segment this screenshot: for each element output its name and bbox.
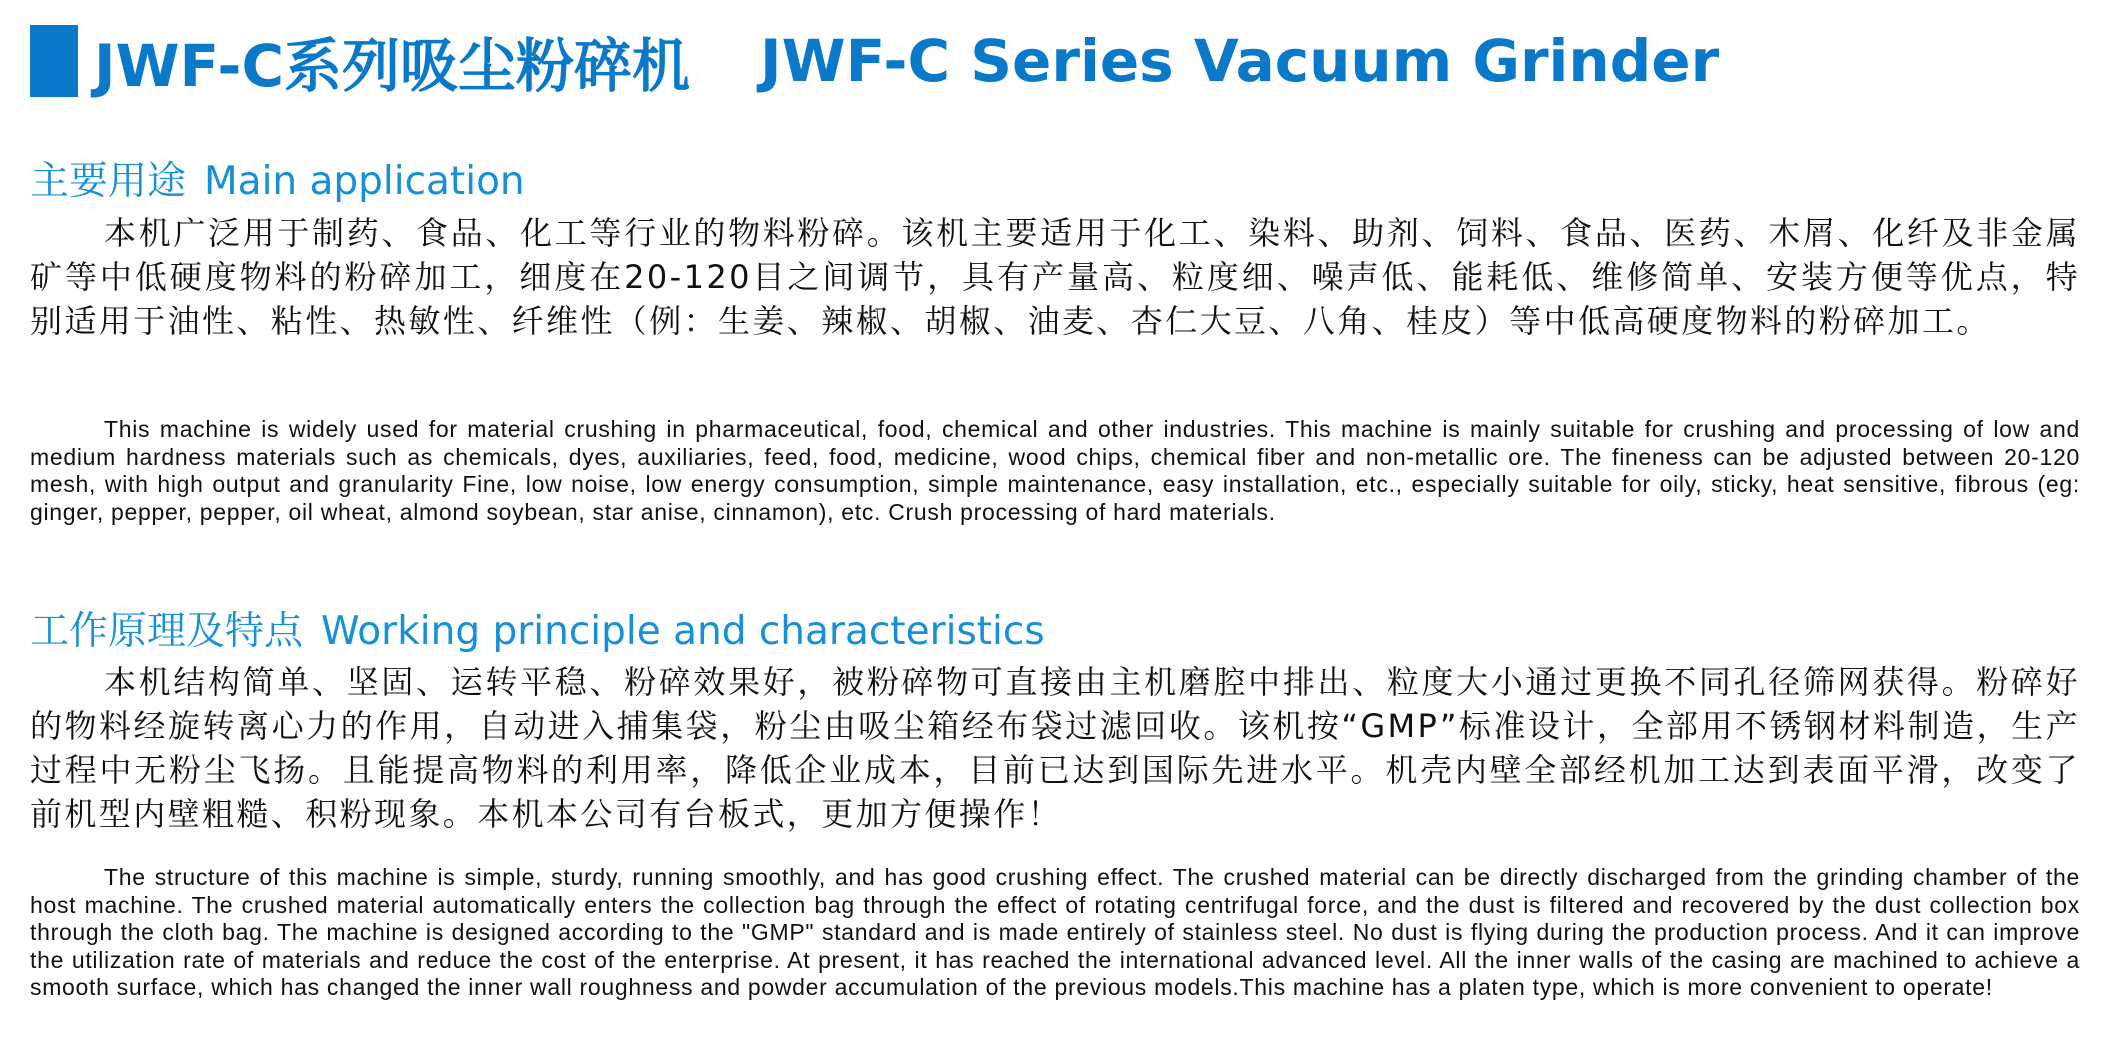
section-heading-main-application [30, 150, 525, 206]
working-principle-chinese-text: 本机结构简单、坚固、运转平稳、粉碎效果好，被粉碎物可直接由主机磨腔中排出、粒度大小通过更换不同孔径筛网获得。粉碎好的物料经旋转离心力的作用，自动进入捕集袋，粉尘由吸尘箱经布袋过滤回收。该机按“GMP”标准设计，全部用不锈钢材料制造，生产过程中无粉尘飞扬。且能提高物料的利用率，降低企业成本，目前已达到国际先进水平。机壳内壁全部经机加工达到表面平滑，改变了前机型内壁粗糙、积粉现象。本机本公司有台板式，更加方便操作！ [30, 663, 2080, 833]
page-title [30, 24, 1719, 98]
main-application-english-text: This machine is widely used for material crushing in pharmaceutical, food, chemical and other industries. This machine is mainly suitable for crushing and processing of low and medium hardness materials such as chemicals, dyes, auxiliaries, feed, food, medicine, wood chips, chemical fiber and non-metallic ore. The fineness can be adjusted between 20-120 mesh, with high output and granularity Fine, low noise, low energy consumption, simple maintenance, easy installation, etc., especially suitable for oily, sticky, heat sensitive, fibrous (eg: ginger, pepper, pepper, oil wheat, almond soybean, star anise, cinnamon), etc. Crush processing of hard materials. [30, 416, 2080, 525]
section-heading-chinese: 主要用途 [30, 159, 187, 204]
section-heading-chinese: 工作原理及特点 [30, 609, 304, 654]
title-accent-bar [30, 25, 78, 97]
section-heading-working-principle [30, 600, 1045, 656]
section-heading-english: Working principle and characteristics [321, 609, 1045, 654]
title-english: JWF-C Series Vacuum Grinder [760, 27, 1720, 95]
working-principle-english-text: The structure of this machine is simple, sturdy, running smoothly, and has good crushing effect. The crushed material can be directly discharged from the grinding chamber of the host machine. The crushed material automatically enters the collection bag through the effect of rotating centrifugal force, and the dust is filtered and recovered by the dust collection box through the cloth bag. The machine is designed according to the "GMP" standard and is made entirely of stainless steel. No dust is flying during the production process. And it can improve the utilization rate of materials and reduce the cost of the enterprise. At present, it has reached the international advanced level. All the inner walls of the casing are machined to achieve a smooth surface, which has changed the inner wall roughness and powder accumulation of the previous models.This machine has a platen type, which is more convenient to operate! [30, 864, 2080, 1000]
main-application-chinese-text: 本机广泛用于制药、食品、化工等行业的物料粉碎。该机主要适用于化工、染料、助剂、饲料、食品、医药、木屑、化纤及非金属矿等中低硬度物料的粉碎加工，细度在20-120目之间调节，具有产量高、粒度细、噪声低、能耗低、维修简单、安装方便等优点，特别适用于油性、粘性、热敏性、纤维性（例：生姜、辣椒、胡椒、油麦、杏仁大豆、八角、桂皮）等中低高硬度物料的粉碎加工。 [30, 214, 2080, 340]
section-heading-english: Main application [204, 159, 525, 204]
title-chinese: JWF-C系列吸尘粉碎机 [94, 32, 691, 100]
